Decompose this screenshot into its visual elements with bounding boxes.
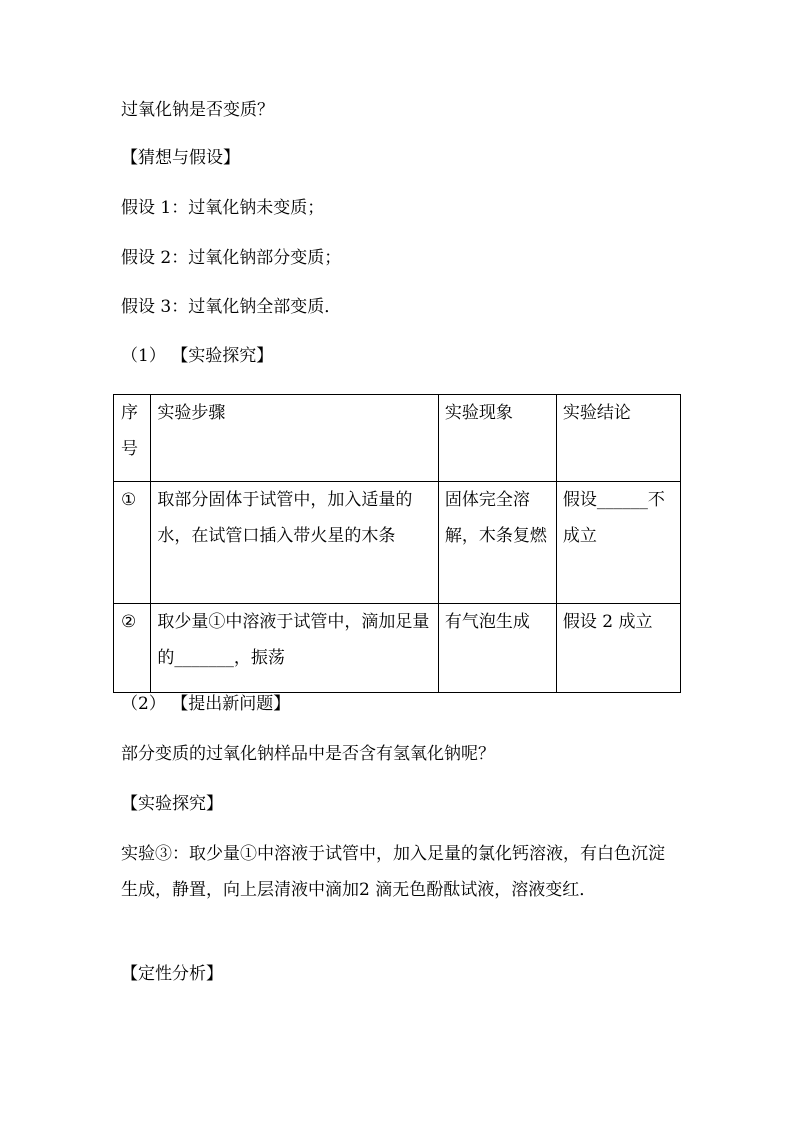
table-header-row [114, 395, 681, 482]
table-cell: 取部分固体于试管中，加入适量的水，在试管口插入带火星的木条 [151, 482, 439, 604]
section-2-heading: （2） 【提出新问题】 [121, 694, 291, 714]
header-cell: 实验结论 [556, 395, 680, 482]
table-cell: 固体完全溶解，木条复燃 [438, 482, 556, 604]
experiment-table [113, 394, 681, 693]
table-cell: 假设 2 成立 [556, 604, 680, 693]
analysis-heading: 【定性分析】 [121, 964, 223, 984]
table-cell: 有气泡生成 [438, 604, 556, 693]
experiment-3-paragraph: 实验③：取少量①中溶液于试管中，加入足量的氯化钙溶液，有白色沉淀生成，静置，向上层清液中滴加2 滴无色酚酞试液，溶液变红． [121, 844, 665, 900]
explore-heading: 【实验探究】 [121, 794, 223, 814]
hypothesis-heading: 【猜想与假设】 [121, 148, 240, 168]
table-row [114, 482, 681, 604]
table-cell: ① [114, 482, 151, 604]
header-cell: 实验现象 [438, 395, 556, 482]
question-line: 过氧化钠是否变质？ [121, 100, 274, 120]
hypothesis-3: 假设 3：过氧化钠全部变质． [121, 297, 342, 317]
table-cell: 取少量①中溶液于试管中，滴加足量的_______，振荡 [151, 604, 439, 693]
new-question-line: 部分变质的过氧化钠样品中是否含有氢氧化钠呢？ [121, 744, 495, 764]
section-1-heading: （1） 【实验探究】 [121, 346, 274, 366]
header-cell: 实验步骤 [151, 395, 439, 482]
hypothesis-1: 假设 1：过氧化钠未变质； [121, 198, 325, 218]
header-cell: 序号 [114, 395, 151, 482]
table-cell: ② [114, 604, 151, 693]
table-cell: 假设______不成立 [556, 482, 680, 604]
table-row [114, 604, 681, 693]
hypothesis-2: 假设 2：过氧化钠部分变质； [121, 248, 342, 268]
